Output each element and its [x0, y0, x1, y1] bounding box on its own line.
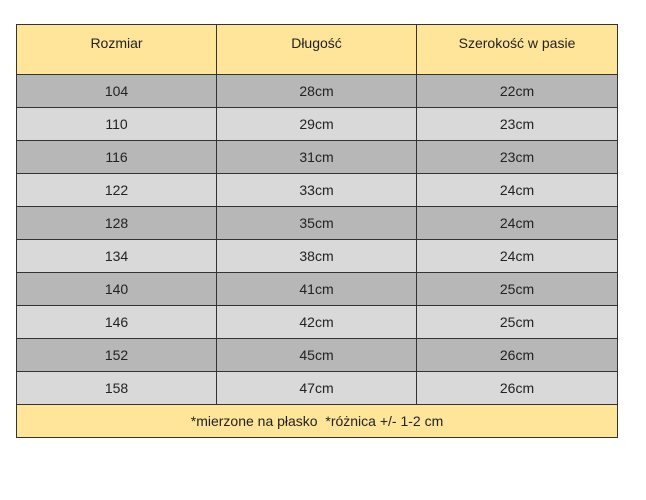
footnote-row: [17, 405, 618, 438]
cell-waist-width: 23cm: [417, 108, 618, 141]
cell-waist-width: 24cm: [417, 174, 618, 207]
cell-length: 38cm: [217, 240, 417, 273]
cell-size: 140: [17, 273, 217, 306]
cell-waist-width: 25cm: [417, 306, 618, 339]
table-row: [17, 108, 618, 141]
cell-length: 47cm: [217, 372, 417, 405]
cell-size: 152: [17, 339, 217, 372]
cell-waist-width: 26cm: [417, 372, 618, 405]
cell-length: 41cm: [217, 273, 417, 306]
cell-length: 45cm: [217, 339, 417, 372]
table-row: [17, 240, 618, 273]
header-row: [17, 25, 618, 75]
table-row: [17, 207, 618, 240]
cell-size: 128: [17, 207, 217, 240]
header-size: Rozmiar: [17, 25, 217, 75]
table-row: [17, 339, 618, 372]
cell-waist-width: 24cm: [417, 240, 618, 273]
cell-waist-width: 22cm: [417, 75, 618, 108]
footnote: *mierzone na płasko *różnica +/- 1-2 cm: [17, 405, 618, 438]
cell-size: 104: [17, 75, 217, 108]
header-waist-width: Szerokość w pasie: [417, 25, 618, 75]
cell-length: 35cm: [217, 207, 417, 240]
cell-length: 33cm: [217, 174, 417, 207]
table-row: [17, 273, 618, 306]
table-footer: [17, 405, 618, 438]
cell-size: 146: [17, 306, 217, 339]
table-row: [17, 174, 618, 207]
table-row: [17, 75, 618, 108]
cell-size: 134: [17, 240, 217, 273]
table-body: [17, 75, 618, 405]
cell-length: 29cm: [217, 108, 417, 141]
size-chart-table: [16, 24, 618, 438]
cell-waist-width: 24cm: [417, 207, 618, 240]
table-row: [17, 306, 618, 339]
cell-waist-width: 23cm: [417, 141, 618, 174]
cell-length: 42cm: [217, 306, 417, 339]
table-header: [17, 25, 618, 75]
cell-waist-width: 26cm: [417, 339, 618, 372]
cell-size: 116: [17, 141, 217, 174]
cell-length: 31cm: [217, 141, 417, 174]
cell-size: 158: [17, 372, 217, 405]
table-row: [17, 372, 618, 405]
cell-size: 122: [17, 174, 217, 207]
cell-length: 28cm: [217, 75, 417, 108]
header-length: Długość: [217, 25, 417, 75]
cell-waist-width: 25cm: [417, 273, 618, 306]
table-row: [17, 141, 618, 174]
cell-size: 110: [17, 108, 217, 141]
